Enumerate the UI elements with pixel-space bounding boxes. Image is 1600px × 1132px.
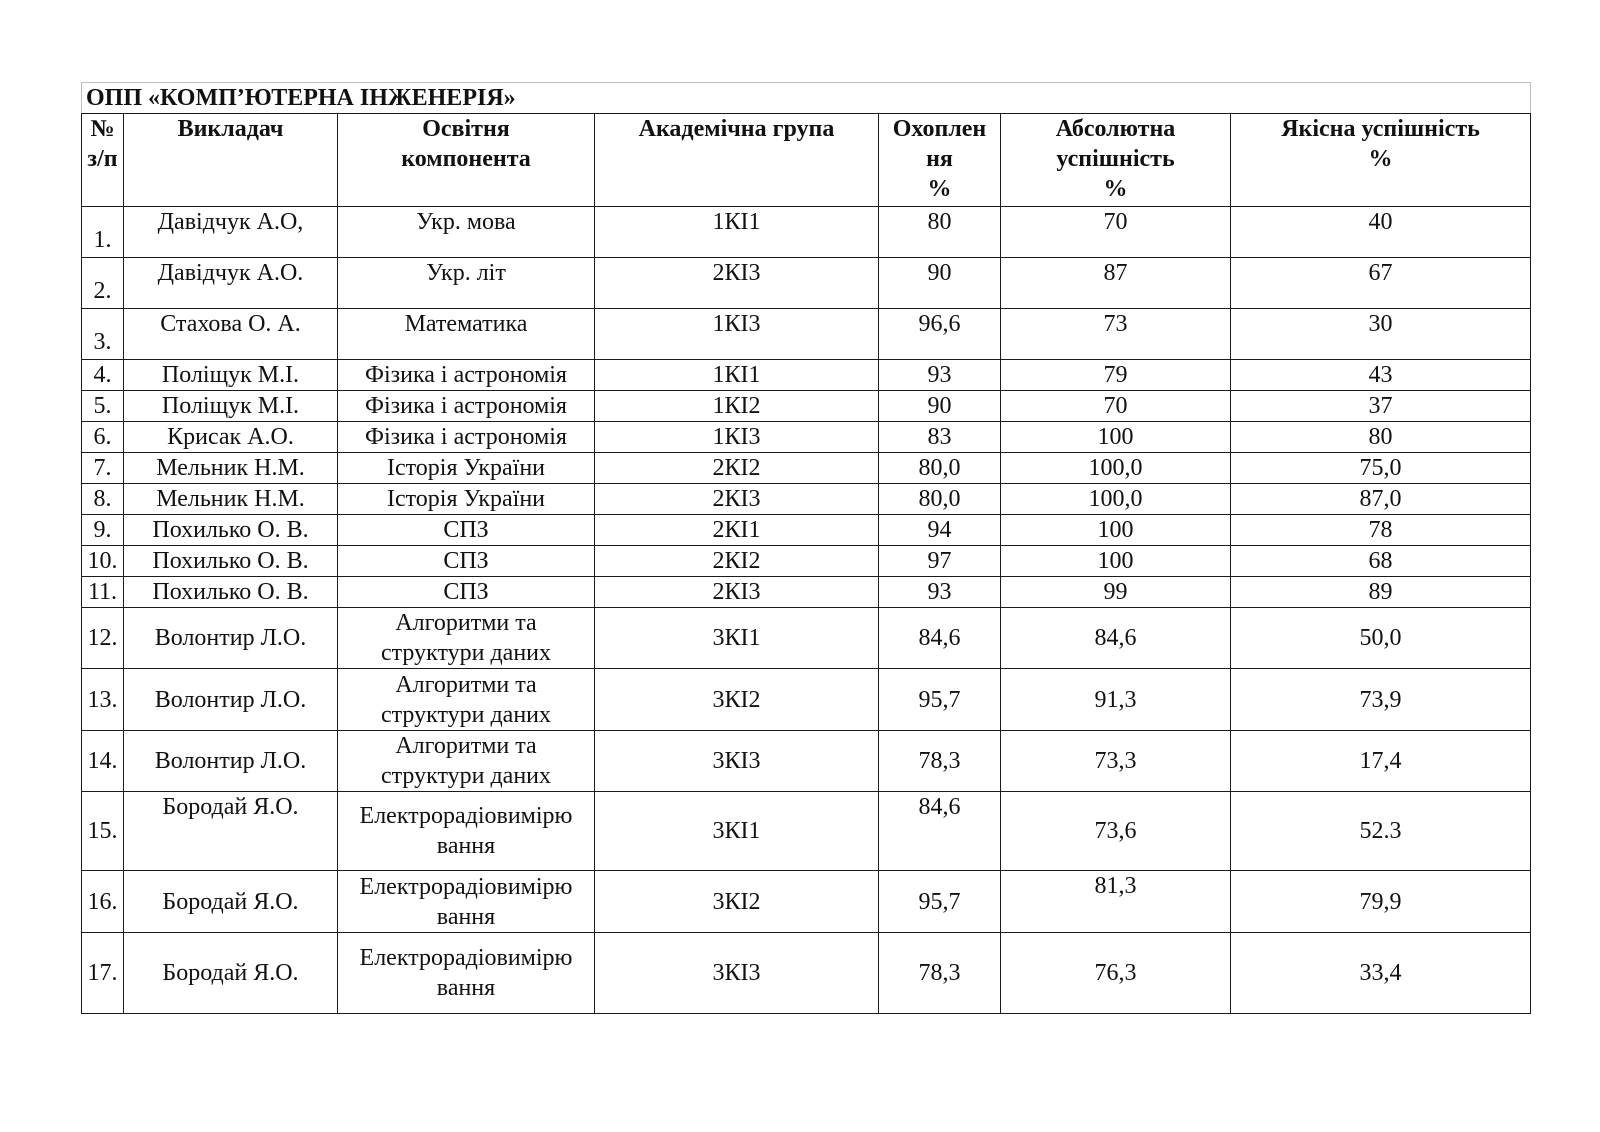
cell-coverage: 80: [879, 207, 1001, 258]
cell-quality: 78: [1231, 515, 1531, 546]
cell-num: 3.: [82, 309, 124, 360]
table-row: [82, 453, 1531, 484]
cell-group: 3КІ2: [595, 871, 879, 933]
cell-teacher: Бородай Я.О.: [124, 792, 338, 871]
cell-num: 11.: [82, 577, 124, 608]
cell-teacher: Похилько О. В.: [124, 515, 338, 546]
cell-teacher: Мельник Н.М.: [124, 453, 338, 484]
cell-num: 5.: [82, 391, 124, 422]
table-row: [82, 792, 1531, 871]
table-row: [82, 871, 1531, 933]
table-row: [82, 309, 1531, 360]
cell-group: 2КІ2: [595, 453, 879, 484]
cell-num: 6.: [82, 422, 124, 453]
cell-component: Математика: [338, 309, 595, 360]
cell-component: Алгоритми та структури даних: [338, 669, 595, 731]
table-row: [82, 546, 1531, 577]
cell-component: Електрорадіовимірю вання: [338, 933, 595, 1014]
cell-teacher: Бородай Я.О.: [124, 933, 338, 1014]
cell-component: Електрорадіовимірю вання: [338, 871, 595, 933]
cell-component: СПЗ: [338, 577, 595, 608]
cell-group: 2КІ3: [595, 258, 879, 309]
cell-group: 2КІ3: [595, 484, 879, 515]
header-teacher: Викладач: [124, 114, 338, 207]
cell-teacher: Волонтир Л.О.: [124, 731, 338, 792]
cell-absolute: 73: [1001, 309, 1231, 360]
cell-absolute: 79: [1001, 360, 1231, 391]
cell-quality: 73,9: [1231, 669, 1531, 731]
cell-quality: 30: [1231, 309, 1531, 360]
cell-group: 2КІ2: [595, 546, 879, 577]
cell-quality: 50,0: [1231, 608, 1531, 669]
cell-coverage: 94: [879, 515, 1001, 546]
cell-group: 3КІ1: [595, 608, 879, 669]
cell-absolute: 100: [1001, 422, 1231, 453]
cell-quality: 89: [1231, 577, 1531, 608]
cell-quality: 75,0: [1231, 453, 1531, 484]
cell-absolute: 76,3: [1001, 933, 1231, 1014]
table-row: [82, 669, 1531, 731]
cell-coverage: 97: [879, 546, 1001, 577]
cell-component: СПЗ: [338, 546, 595, 577]
cell-coverage: 80,0: [879, 484, 1001, 515]
table-row: [82, 608, 1531, 669]
cell-absolute: 84,6: [1001, 608, 1231, 669]
cell-num: 4.: [82, 360, 124, 391]
cell-group: 2КІ1: [595, 515, 879, 546]
cell-absolute: 73,6: [1001, 792, 1231, 871]
cell-component: СПЗ: [338, 515, 595, 546]
cell-component: Алгоритми та структури даних: [338, 608, 595, 669]
cell-group: 3КІ1: [595, 792, 879, 871]
cell-absolute: 91,3: [1001, 669, 1231, 731]
cell-group: 3КІ2: [595, 669, 879, 731]
cell-group: 3КІ3: [595, 933, 879, 1014]
cell-num: 10.: [82, 546, 124, 577]
cell-quality: 52.3: [1231, 792, 1531, 871]
header-group: Академічна група: [595, 114, 879, 207]
header-row: [82, 114, 1531, 207]
cell-teacher: Давідчук А.О,: [124, 207, 338, 258]
cell-num: 1.: [82, 207, 124, 258]
cell-coverage: 93: [879, 577, 1001, 608]
cell-quality: 40: [1231, 207, 1531, 258]
cell-quality: 17,4: [1231, 731, 1531, 792]
cell-num: 16.: [82, 871, 124, 933]
cell-num: 14.: [82, 731, 124, 792]
cell-coverage: 78,3: [879, 933, 1001, 1014]
cell-teacher: Похилько О. В.: [124, 577, 338, 608]
cell-teacher: Мельник Н.М.: [124, 484, 338, 515]
cell-num: 2.: [82, 258, 124, 309]
cell-quality: 37: [1231, 391, 1531, 422]
cell-absolute: 100,0: [1001, 484, 1231, 515]
cell-absolute: 99: [1001, 577, 1231, 608]
cell-teacher: Стахова О. А.: [124, 309, 338, 360]
cell-num: 7.: [82, 453, 124, 484]
header-component: Освітня компонента: [338, 114, 595, 207]
table-title: ОПП «КОМП’ЮТЕРНА ІНЖЕНЕРІЯ»: [82, 83, 1531, 114]
cell-group: 3КІ3: [595, 731, 879, 792]
cell-teacher: Бородай Я.О.: [124, 871, 338, 933]
header-quality: Якісна успішність %: [1231, 114, 1531, 207]
cell-group: 1КІ1: [595, 360, 879, 391]
cell-teacher: Волонтир Л.О.: [124, 669, 338, 731]
cell-absolute: 70: [1001, 391, 1231, 422]
table-row: [82, 577, 1531, 608]
cell-coverage: 93: [879, 360, 1001, 391]
header-coverage: Охоплен ня %: [879, 114, 1001, 207]
cell-teacher: Крисак А.О.: [124, 422, 338, 453]
cell-component: Фізика і астрономія: [338, 391, 595, 422]
cell-component: Фізика і астрономія: [338, 360, 595, 391]
cell-num: 8.: [82, 484, 124, 515]
cell-component: Алгоритми та структури даних: [338, 731, 595, 792]
cell-teacher: Волонтир Л.О.: [124, 608, 338, 669]
table-row: [82, 933, 1531, 1014]
table-row: [82, 484, 1531, 515]
cell-coverage: 95,7: [879, 871, 1001, 933]
table-body: [82, 207, 1531, 1014]
cell-num: 17.: [82, 933, 124, 1014]
table-row: [82, 515, 1531, 546]
cell-coverage: 90: [879, 391, 1001, 422]
cell-teacher: Поліщук М.І.: [124, 360, 338, 391]
table-row: [82, 258, 1531, 309]
cell-coverage: 84,6: [879, 792, 1001, 871]
cell-group: 2КІ3: [595, 577, 879, 608]
cell-quality: 43: [1231, 360, 1531, 391]
cell-num: 15.: [82, 792, 124, 871]
cell-quality: 87,0: [1231, 484, 1531, 515]
cell-quality: 33,4: [1231, 933, 1531, 1014]
cell-coverage: 90: [879, 258, 1001, 309]
cell-teacher: Давідчук А.О.: [124, 258, 338, 309]
cell-quality: 80: [1231, 422, 1531, 453]
cell-absolute: 70: [1001, 207, 1231, 258]
cell-component: Історія України: [338, 453, 595, 484]
cell-teacher: Похилько О. В.: [124, 546, 338, 577]
cell-coverage: 78,3: [879, 731, 1001, 792]
table-row: [82, 422, 1531, 453]
cell-component: Укр. літ: [338, 258, 595, 309]
cell-absolute: 81,3: [1001, 871, 1231, 933]
cell-coverage: 84,6: [879, 608, 1001, 669]
cell-num: 9.: [82, 515, 124, 546]
table-row: [82, 391, 1531, 422]
header-absolute: Абсолютна успішність %: [1001, 114, 1231, 207]
cell-group: 1КІ2: [595, 391, 879, 422]
cell-absolute: 100: [1001, 546, 1231, 577]
table-row: [82, 360, 1531, 391]
cell-group: 1КІ3: [595, 422, 879, 453]
cell-group: 1КІ1: [595, 207, 879, 258]
cell-quality: 79,9: [1231, 871, 1531, 933]
cell-group: 1КІ3: [595, 309, 879, 360]
cell-absolute: 87: [1001, 258, 1231, 309]
cell-component: Фізика і астрономія: [338, 422, 595, 453]
header-num: № з/п: [82, 114, 124, 207]
cell-absolute: 100: [1001, 515, 1231, 546]
cell-component: Електрорадіовимірю вання: [338, 792, 595, 871]
cell-absolute: 73,3: [1001, 731, 1231, 792]
cell-coverage: 83: [879, 422, 1001, 453]
cell-coverage: 95,7: [879, 669, 1001, 731]
cell-quality: 68: [1231, 546, 1531, 577]
cell-component: Укр. мова: [338, 207, 595, 258]
cell-quality: 67: [1231, 258, 1531, 309]
cell-num: 13.: [82, 669, 124, 731]
cell-teacher: Поліщук М.І.: [124, 391, 338, 422]
cell-absolute: 100,0: [1001, 453, 1231, 484]
cell-num: 12.: [82, 608, 124, 669]
cell-coverage: 80,0: [879, 453, 1001, 484]
results-table: [81, 82, 1531, 1014]
cell-coverage: 96,6: [879, 309, 1001, 360]
table-row: [82, 731, 1531, 792]
table-row: [82, 207, 1531, 258]
cell-component: Історія України: [338, 484, 595, 515]
